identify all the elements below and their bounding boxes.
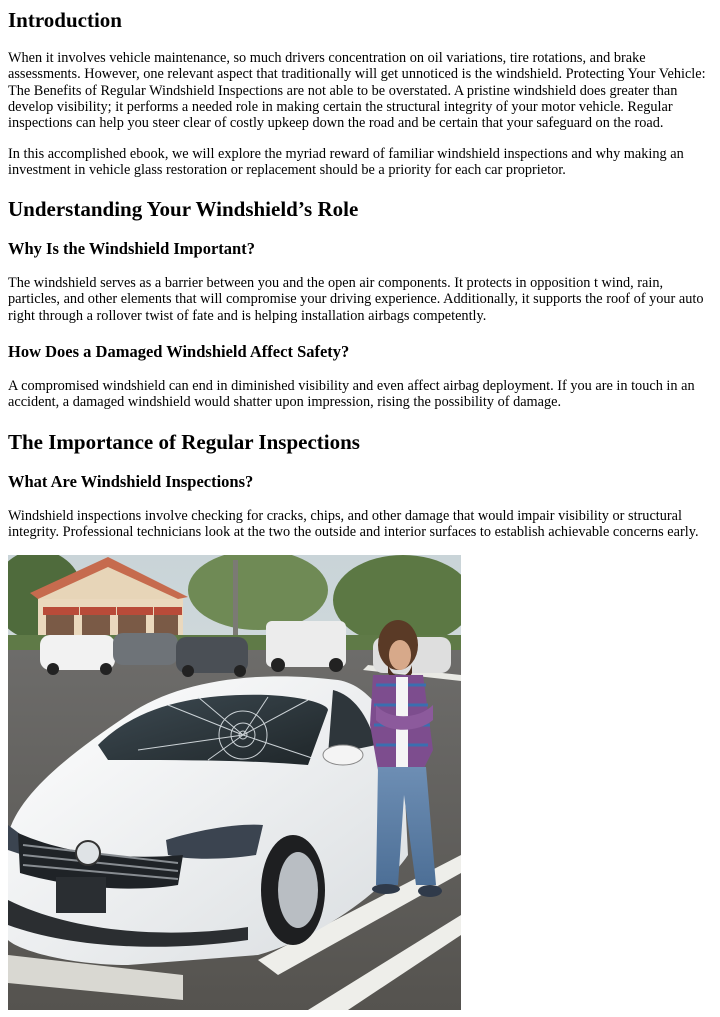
- what-inspections-paragraph: Windshield inspections involve checking for cracks, chips, and other damage that would impair visibility or structural integrity. Professional technicians look at the two the outside and interior surfaces to establish achievable concerns early.: [8, 508, 699, 541]
- why-important-paragraph: The windshield serves as a barrier between you and the open air components. It protects in opposition t wind, rain, particles, and other elements that will compromise your driving experience. Additionally, it supports the roof of your auto right through a rollover twist of fate and is helping installation airbags competently.: [8, 275, 704, 324]
- why-important-heading: Why Is the Windshield Important?: [8, 239, 255, 258]
- what-inspections-heading: What Are Windshield Inspections?: [8, 472, 254, 491]
- damaged-safety-paragraph: A compromised windshield can end in diminished visibility and even affect airbag deployment. If you are in touch in an accident, a damaged windshield would shatter upon impression, rising the possibility of damage.: [8, 378, 695, 411]
- role-heading: Understanding Your Windshield’s Role: [8, 197, 359, 221]
- intro-paragraph-2: In this accomplished ebook, we will explore the myriad reward of familiar windshield inspections and why making an investment in vehicle glass restoration or replacement should be a priority for each car proprietor.: [8, 146, 684, 179]
- cracked-windshield-photo: [8, 555, 461, 1010]
- intro-heading: Introduction: [8, 8, 122, 32]
- damaged-safety-heading: How Does a Damaged Windshield Affect Safety?: [8, 342, 350, 361]
- importance-heading: The Importance of Regular Inspections: [8, 430, 360, 454]
- intro-paragraph-1: When it involves vehicle maintenance, so much drivers concentration on oil variations, tire rotations, and brake assessments. However, one relevant aspect that traditionally will get unnoticed is the windshield. Protecting Your Vehicle: The Benefits of Regular Windshield Inspections are not able to be overstated. A pristine windshield does greater than develop visibility; it performs a needed role in making certain the structural integrity of your motor vehicle. Regular inspections can help you steer clear of costly upkeep down the road and be certain that your safeguard on the road.: [8, 50, 706, 132]
